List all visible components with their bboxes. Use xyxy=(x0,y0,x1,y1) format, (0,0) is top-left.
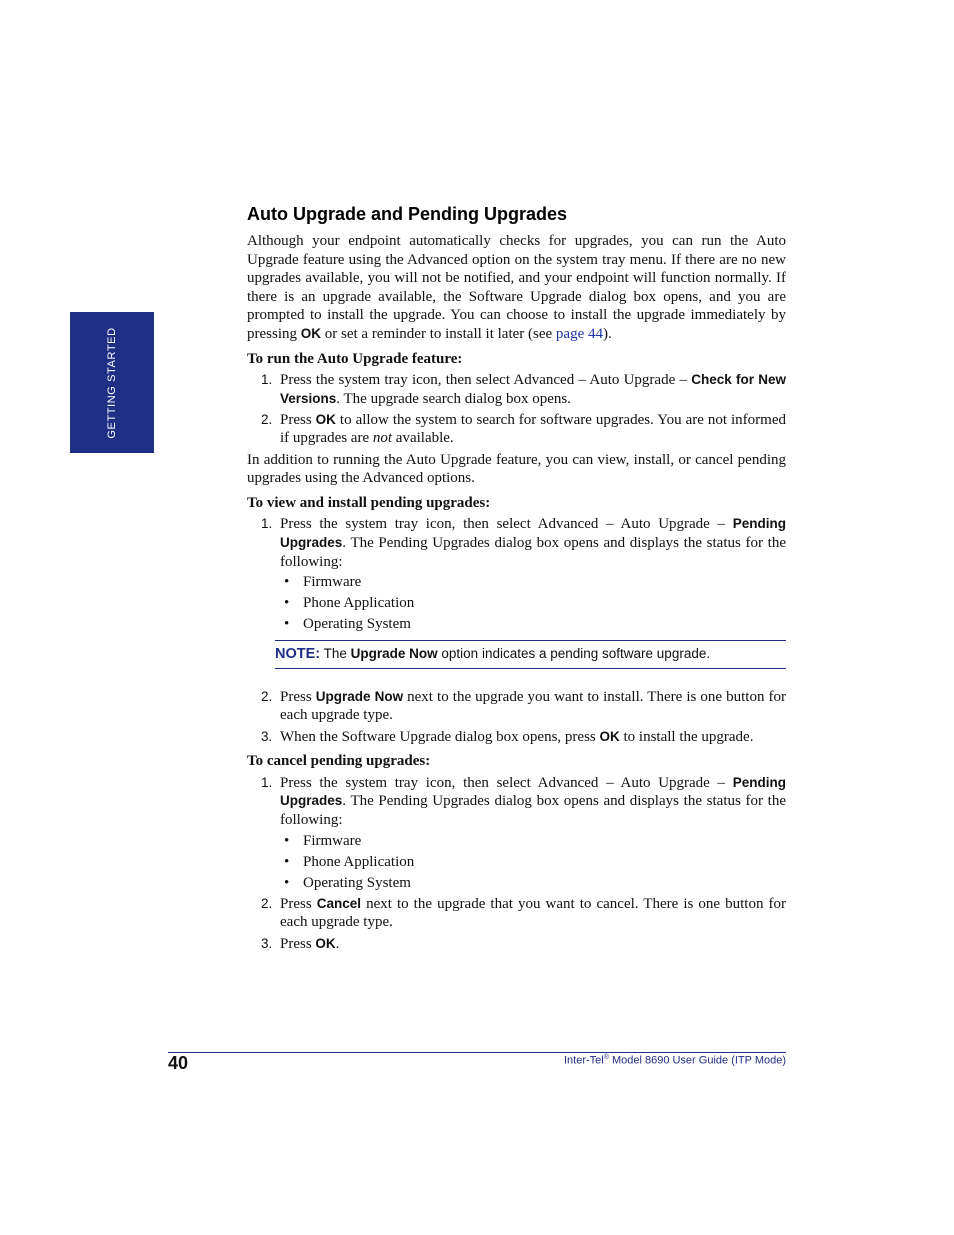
install-step-1: 1. Press the system tray icon, then select Advanced – Auto Upgrade – Pending Upgrades. The Pending Upgrades dialog box opens and displays the status for the following: • Firmware • Phone Application • Operating System xyxy=(247,515,786,634)
section-heading: Auto Upgrade and Pending Upgrades xyxy=(247,204,568,224)
cancel-step-2: 2. Press Cancel next to the upgrade that you want to cancel. There is one button for each upgrade type. xyxy=(261,895,787,931)
procedure-heading-install: To view and install pending upgrades: xyxy=(247,494,491,511)
list-item: • Phone Application xyxy=(280,853,786,872)
side-tab-label: GETTING STARTED xyxy=(106,326,118,439)
install-status-list xyxy=(280,573,786,634)
list-item: • Operating System xyxy=(280,615,786,634)
install-step-3: 3. When the Software Upgrade dialog box opens, press OK to install the upgrade. xyxy=(261,728,754,745)
install-steps-list-continued xyxy=(247,688,786,746)
pending-intro-paragraph: In addition to running the Auto Upgrade feature, you can view, install, or cancel pending upgrades using the Advanced options. xyxy=(247,451,786,487)
list-item: • Firmware xyxy=(280,573,786,592)
install-steps-list xyxy=(247,515,786,634)
cancel-step-3: 3. Press OK. xyxy=(261,935,340,952)
ok-key-label: OK xyxy=(300,325,321,341)
run-step-2: 2. Press OK to allow the system to search for software upgrades. You are not informed if upgrades are not available. xyxy=(261,411,787,447)
intro-paragraph: Although your endpoint automatically checks for upgrades, you can run the Auto Upgrade feature using the Advanced option on the system tray menu. If there are no new upgrades available, you will not be notified, and your endpoint will function normally. If there is an upgrade available, the Software Upgrade dialog box opens, and you are prompted to install the upgrade. You can choose to install the upgrade immediately by pressing OK or set a reminder to install it later (see page 44). xyxy=(247,233,786,342)
footer-title: Inter-Tel® Model 8690 User Guide (ITP Mode) xyxy=(563,1054,786,1067)
cancel-steps-list xyxy=(247,774,786,953)
page-44-link[interactable]: page 44 xyxy=(555,325,603,342)
cancel-status-list xyxy=(280,832,786,893)
run-steps-list xyxy=(247,371,786,448)
procedure-heading-run: To run the Auto Upgrade feature: xyxy=(247,350,463,367)
run-step-1: 1. Press the system tray icon, then select Advanced – Auto Upgrade – Check for New Versions. The upgrade search dialog box opens. xyxy=(261,372,786,407)
cancel-step-1: 1. Press the system tray icon, then select Advanced – Auto Upgrade – Pending Upgrades. The Pending Upgrades dialog box opens and displays the status for the following: • Firmware • Phone Application • Operating System xyxy=(247,774,786,893)
procedure-heading-cancel: To cancel pending upgrades: xyxy=(247,753,431,770)
footer-divider xyxy=(168,1052,786,1053)
list-item: • Phone Application xyxy=(280,594,786,613)
page-number: 40 xyxy=(168,1053,189,1073)
list-item: • Firmware xyxy=(280,832,786,851)
page-content xyxy=(247,203,786,956)
list-item: • Operating System xyxy=(280,874,786,893)
note-box: NOTE: The Upgrade Now option indicates a pending software upgrade. xyxy=(275,640,786,669)
install-step-2: 2. Press Upgrade Now next to the upgrade you want to install. There is one button for each upgrade type. xyxy=(261,688,787,724)
note-label: NOTE: xyxy=(275,645,321,662)
section-side-tab xyxy=(70,312,154,453)
